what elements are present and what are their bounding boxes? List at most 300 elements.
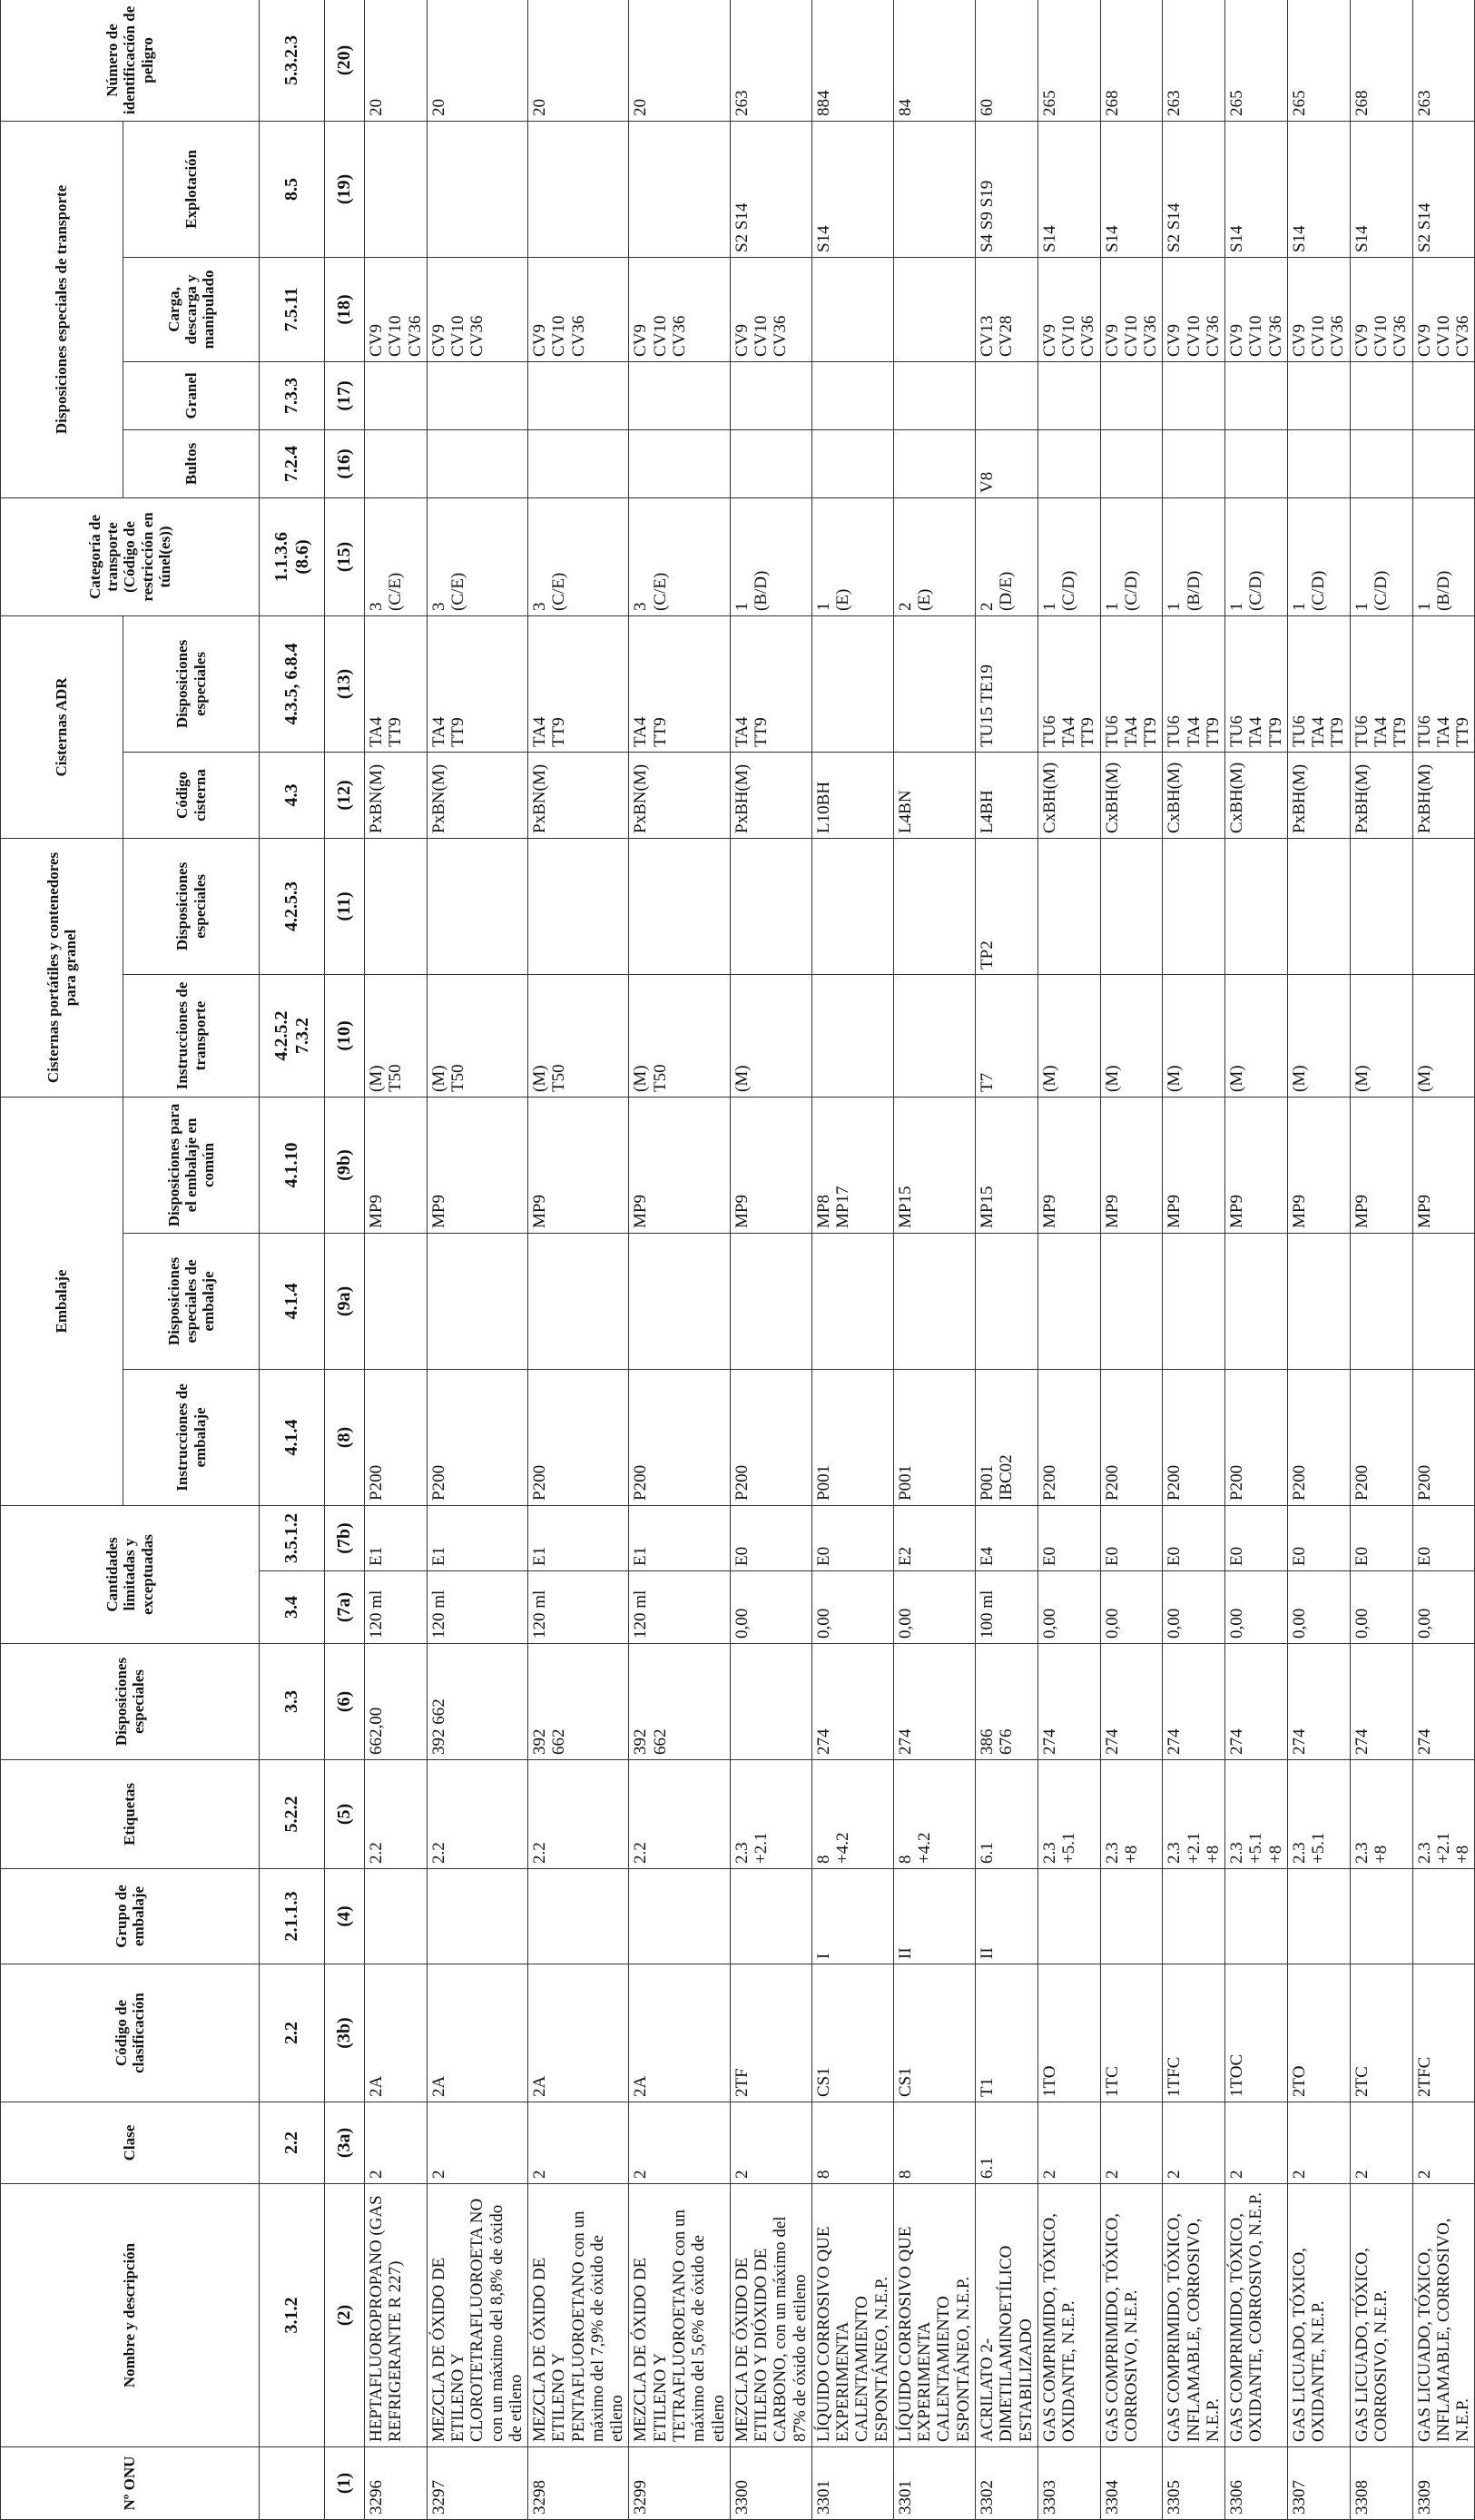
packing-instructions-cell: P001 xyxy=(811,1370,893,1506)
un-no-cell: 3302 xyxy=(975,2447,1037,2520)
classification-code-cell: 1TC xyxy=(1100,1964,1163,2102)
excepted-quantity-cell: E0 xyxy=(811,1506,893,1571)
table-row xyxy=(1100,0,1163,2520)
special-provisions-cell: 392 662 xyxy=(629,1644,730,1760)
operation-cell: S14 xyxy=(811,121,893,257)
class-cell: 2 xyxy=(1225,2102,1288,2184)
bulk-cell xyxy=(1350,361,1412,429)
class-cell: 2 xyxy=(365,2102,428,2184)
classification-code-cell: 2TO xyxy=(1287,1964,1350,2102)
packages-cell xyxy=(1163,429,1225,497)
mixed-packing-cell: MP9 xyxy=(427,1097,527,1233)
class-cell: 2 xyxy=(730,2102,811,2184)
labels-cell: 2.2 xyxy=(629,1760,730,1869)
packing-group-cell xyxy=(1412,1869,1475,1964)
loading-cell: CV9 CV10 CV36 xyxy=(1350,257,1412,361)
classification-code-cell: CS1 xyxy=(811,1964,893,2102)
name-cell: GAS COMPRIMIDO, TÓXICO, OXIDANTE, N.E.P. xyxy=(1037,2184,1100,2447)
hazard-id-cell: 263 xyxy=(1412,0,1475,121)
operation-cell: S14 xyxy=(1287,121,1350,257)
header-packages: Bultos xyxy=(123,429,260,497)
packages-cell xyxy=(1225,429,1288,497)
operation-cell: S14 xyxy=(1225,121,1288,257)
header-operation: Explotación xyxy=(123,121,260,257)
operation-cell: S14 xyxy=(1037,121,1100,257)
header-packing-group: Grupo de embalaje xyxy=(1,1869,260,1964)
special-provisions-cell: 274 xyxy=(1037,1644,1100,1760)
class-cell: 2 xyxy=(1163,2102,1225,2184)
reference-cell: 5.2.2 xyxy=(260,1760,325,1869)
labels-cell: 2.3 +2.1 +8 xyxy=(1163,1760,1225,1869)
transport-category-cell: 1 (C/D) xyxy=(1100,497,1163,615)
name-cell: GAS LICUADO, TÓXICO, CORROSIVO, N.E.P. xyxy=(1350,2184,1412,2447)
table-row xyxy=(730,0,811,2520)
reference-cell: 3.5.1.2 xyxy=(260,1506,325,1571)
packing-instructions-cell: P200 xyxy=(1225,1370,1288,1506)
transport-category-cell: 3 (C/E) xyxy=(427,497,527,615)
name-cell: GAS LICUADO, TÓXICO, INFLAMABLE, CORROSIVO, N.E.P. xyxy=(1412,2184,1475,2447)
transport-category-cell: 3 (C/E) xyxy=(528,497,629,615)
hazard-id-cell: 265 xyxy=(1225,0,1288,121)
special-packing-cell xyxy=(528,1234,629,1370)
tank-provisions-cell xyxy=(893,615,975,752)
table-row xyxy=(975,0,1037,2520)
hazard-id-cell: 263 xyxy=(1163,0,1225,121)
hazard-id-cell: 20 xyxy=(427,0,527,121)
packing-instructions-cell: P200 xyxy=(528,1370,629,1506)
tank-code-cell: L4BN xyxy=(893,752,975,838)
mixed-packing-cell: MP9 xyxy=(1225,1097,1288,1233)
reference-cell: 4.3 xyxy=(260,752,325,838)
loading-cell: CV9 CV10 CV36 xyxy=(730,257,811,361)
labels-cell: 2.3 +8 xyxy=(1350,1760,1412,1869)
transport-category-cell: 3 (C/E) xyxy=(629,497,730,615)
header-name: Nombre y descripción xyxy=(1,2184,260,2447)
limited-quantity-cell: 0,00 xyxy=(1350,1571,1412,1644)
special-packing-cell xyxy=(1350,1234,1412,1370)
excepted-quantity-cell: E1 xyxy=(629,1506,730,1571)
packing-instructions-cell: P200 xyxy=(365,1370,428,1506)
header-hazard-id: Número de identificación de peligro xyxy=(1,0,260,121)
hazard-id-cell: 265 xyxy=(1287,0,1350,121)
name-cell: LÍQUIDO CORROSIVO QUE EXPERIMENTA CALENTAMIENTO ESPONTÁNEO, N.E.P. xyxy=(893,2184,975,2447)
packing-group-cell: II xyxy=(893,1869,975,1964)
transport-category-cell: 2 (E) xyxy=(893,497,975,615)
table-row xyxy=(893,0,975,2520)
table-row xyxy=(1037,0,1100,2520)
class-cell: 2 xyxy=(1412,2102,1475,2184)
loading-cell: CV9 CV10 CV36 xyxy=(629,257,730,361)
labels-cell: 2.3 +5.1 +8 xyxy=(1225,1760,1288,1869)
portable-tank-provisions-cell xyxy=(1225,838,1288,974)
un-no-cell: 3307 xyxy=(1287,2447,1350,2520)
un-no-cell: 3304 xyxy=(1100,2447,1163,2520)
special-provisions-cell: 392 662 xyxy=(427,1644,527,1760)
packing-instructions-cell: P001 IBC02 xyxy=(975,1370,1037,1506)
limited-quantity-cell: 0,00 xyxy=(1163,1571,1225,1644)
packages-cell: V8 xyxy=(975,429,1037,497)
column-number-cell: (10) xyxy=(325,974,365,1097)
transport-category-cell: 2 (D/E) xyxy=(975,497,1037,615)
classification-code-cell: 2TC xyxy=(1350,1964,1412,2102)
portable-tank-instructions-cell: (M) xyxy=(1412,974,1475,1097)
name-cell: GAS LICUADO, TÓXICO, OXIDANTE, N.E.P. xyxy=(1287,2184,1350,2447)
special-provisions-cell: 274 xyxy=(1163,1644,1225,1760)
hazard-id-cell: 20 xyxy=(365,0,428,121)
special-provisions-cell xyxy=(730,1644,811,1760)
un-no-cell: 3299 xyxy=(629,2447,730,2520)
class-cell: 8 xyxy=(811,2102,893,2184)
table-row xyxy=(811,0,893,2520)
column-number-cell: (13) xyxy=(325,615,365,752)
portable-tank-provisions-cell xyxy=(893,838,975,974)
column-number-cell: (7b) xyxy=(325,1506,365,1571)
packing-instructions-cell: P200 xyxy=(427,1370,527,1506)
transport-category-cell: 1 (B/D) xyxy=(730,497,811,615)
table-row xyxy=(1163,0,1225,2520)
limited-quantity-cell: 0,00 xyxy=(811,1571,893,1644)
tank-provisions-cell: TA4 TT9 xyxy=(629,615,730,752)
packing-group-cell xyxy=(528,1869,629,1964)
class-cell: 2 xyxy=(629,2102,730,2184)
operation-cell: S14 xyxy=(1100,121,1163,257)
header-packing-instructions: Instrucciones de embalaje xyxy=(123,1370,260,1506)
packing-group-cell xyxy=(730,1869,811,1964)
tank-provisions-cell: TU6 TA4 TT9 xyxy=(1350,615,1412,752)
special-provisions-cell: 662,00 xyxy=(365,1644,428,1760)
header-class: Clase xyxy=(1,2102,260,2184)
tank-provisions-cell: TU6 TA4 TT9 xyxy=(1412,615,1475,752)
hazard-id-cell: 84 xyxy=(893,0,975,121)
header-pt-special-provisions: Disposiciones especiales xyxy=(123,838,260,974)
portable-tank-instructions-cell: (M) xyxy=(1163,974,1225,1097)
un-no-cell: 3300 xyxy=(730,2447,811,2520)
tank-code-cell: CxBH(M) xyxy=(1037,752,1100,838)
header-bulk: Granel xyxy=(123,361,260,429)
bulk-cell xyxy=(1287,361,1350,429)
column-number-cell: (7a) xyxy=(325,1571,365,1644)
mixed-packing-cell: MP9 xyxy=(1037,1097,1100,1233)
tank-code-cell: PxBH(M) xyxy=(1350,752,1412,838)
labels-cell: 2.3 +5.1 xyxy=(1037,1760,1100,1869)
operation-cell: S2 S14 xyxy=(1163,121,1225,257)
hazard-id-cell: 884 xyxy=(811,0,893,121)
tank-provisions-cell: TA4 TT9 xyxy=(365,615,428,752)
packages-cell xyxy=(1100,429,1163,497)
bulk-cell xyxy=(975,361,1037,429)
bulk-cell xyxy=(427,361,527,429)
excepted-quantity-cell: E1 xyxy=(427,1506,527,1571)
special-packing-cell xyxy=(730,1234,811,1370)
classification-code-cell: 1TO xyxy=(1037,1964,1100,2102)
header-mixed-packing-provisions: Disposiciones para el embalaje en común xyxy=(123,1097,260,1233)
class-cell: 2 xyxy=(1287,2102,1350,2184)
packages-cell xyxy=(1287,429,1350,497)
column-number-cell: (1) xyxy=(325,2447,365,2520)
special-packing-cell xyxy=(1037,1234,1100,1370)
reference-cell: 7.2.4 xyxy=(260,429,325,497)
classification-code-cell: T1 xyxy=(975,1964,1037,2102)
packing-instructions-cell: P200 xyxy=(1350,1370,1412,1506)
special-packing-cell xyxy=(365,1234,428,1370)
classification-code-cell: 1TOC xyxy=(1225,1964,1288,2102)
header-limited-excepted: Cantidades limitadas y exceptuadas xyxy=(1,1506,260,1644)
limited-quantity-cell: 120 ml xyxy=(629,1571,730,1644)
portable-tank-provisions-cell xyxy=(1100,838,1163,974)
excepted-quantity-cell: E1 xyxy=(528,1506,629,1571)
column-number-cell: (3a) xyxy=(325,2102,365,2184)
reference-cell: 2.2 xyxy=(260,2102,325,2184)
name-cell: LÍQUIDO CORROSIVO QUE EXPERIMENTA CALENTAMIENTO ESPONTÁNEO, N.E.P. xyxy=(811,2184,893,2447)
mixed-packing-cell: MP9 xyxy=(528,1097,629,1233)
special-provisions-cell: 274 xyxy=(1412,1644,1475,1760)
special-packing-cell xyxy=(811,1234,893,1370)
portable-tank-instructions-cell xyxy=(811,974,893,1097)
operation-cell: S2 S14 xyxy=(1412,121,1475,257)
packing-group-cell xyxy=(1350,1869,1412,1964)
portable-tank-instructions-cell: (M) T50 xyxy=(629,974,730,1097)
packages-cell xyxy=(811,429,893,497)
classification-code-cell: 2A xyxy=(427,1964,527,2102)
reference-cell: 3.4 xyxy=(260,1571,325,1644)
labels-cell: 2.2 xyxy=(528,1760,629,1869)
hazard-id-cell: 60 xyxy=(975,0,1037,121)
packing-group-cell xyxy=(1100,1869,1163,1964)
limited-quantity-cell: 120 ml xyxy=(427,1571,527,1644)
name-cell: GAS COMPRIMIDO, TÓXICO, INFLAMABLE, CORROSIVO, N.E.P. xyxy=(1163,2184,1225,2447)
limited-quantity-cell: 0,00 xyxy=(1037,1571,1100,1644)
special-packing-cell xyxy=(1100,1234,1163,1370)
labels-cell: 2.3 +5.1 xyxy=(1287,1760,1350,1869)
packing-instructions-cell: P200 xyxy=(1037,1370,1100,1506)
packing-instructions-cell: P200 xyxy=(1412,1370,1475,1506)
special-provisions-cell: 274 xyxy=(811,1644,893,1760)
reference-cell: 4.2.5.3 xyxy=(260,838,325,974)
loading-cell: CV9 CV10 CV36 xyxy=(427,257,527,361)
portable-tank-provisions-cell xyxy=(1287,838,1350,974)
reference-cell: 5.3.2.3 xyxy=(260,0,325,121)
packing-instructions-cell: P200 xyxy=(629,1370,730,1506)
header-classification-code: Código de clasificación xyxy=(1,1964,260,2102)
loading-cell: CV9 CV10 CV36 xyxy=(1287,257,1350,361)
column-number-cell: (19) xyxy=(325,121,365,257)
header-special-transport-provisions: Disposiciones especiales de transporte xyxy=(1,121,123,497)
tank-code-cell: PxBN(M) xyxy=(528,752,629,838)
reference-row xyxy=(260,0,325,2520)
transport-category-cell: 1 (C/D) xyxy=(1037,497,1100,615)
labels-cell: 6.1 xyxy=(975,1760,1037,1869)
mixed-packing-cell: MP8 MP17 xyxy=(811,1097,893,1233)
column-number-cell: (3b) xyxy=(325,1964,365,2102)
packages-cell xyxy=(1412,429,1475,497)
special-packing-cell xyxy=(1412,1234,1475,1370)
reference-cell: 4.1.10 xyxy=(260,1097,325,1233)
operation-cell: S4 S9 S19 xyxy=(975,121,1037,257)
packing-group-cell: I xyxy=(811,1869,893,1964)
header-tank-code: Código cisterna xyxy=(123,752,260,838)
loading-cell: CV9 CV10 CV36 xyxy=(365,257,428,361)
transport-category-cell: 1 (B/D) xyxy=(1163,497,1225,615)
transport-category-cell: 1 (C/D) xyxy=(1225,497,1288,615)
packages-cell xyxy=(528,429,629,497)
labels-cell: 8 +4.2 xyxy=(893,1760,975,1869)
portable-tank-provisions-cell xyxy=(1163,838,1225,974)
bulk-cell xyxy=(730,361,811,429)
tank-code-cell: PxBN(M) xyxy=(365,752,428,838)
special-packing-cell xyxy=(1287,1234,1350,1370)
packing-group-cell xyxy=(1037,1869,1100,1964)
column-number-cell: (4) xyxy=(325,1869,365,1964)
hazard-id-cell: 268 xyxy=(1100,0,1163,121)
classification-code-cell: 2A xyxy=(528,1964,629,2102)
tank-code-cell: CxBH(M) xyxy=(1163,752,1225,838)
excepted-quantity-cell: E0 xyxy=(1100,1506,1163,1571)
column-number-cell: (15) xyxy=(325,497,365,615)
bulk-cell xyxy=(1163,361,1225,429)
mixed-packing-cell: MP9 xyxy=(730,1097,811,1233)
loading-cell: CV9 CV10 CV36 xyxy=(1163,257,1225,361)
excepted-quantity-cell: E0 xyxy=(1225,1506,1288,1571)
column-number-cell: (9b) xyxy=(325,1097,365,1233)
portable-tank-provisions-cell xyxy=(528,838,629,974)
tank-code-cell: L10BH xyxy=(811,752,893,838)
mixed-packing-cell: MP9 xyxy=(1350,1097,1412,1233)
name-cell: MEZCLA DE ÓXIDO DE ETILENO Y PENTAFLUOROETANO con un máximo del 7,9% de óxido de etileno xyxy=(528,2184,629,2447)
packing-group-cell xyxy=(1287,1869,1350,1964)
transport-category-cell: 3 (C/E) xyxy=(365,497,428,615)
mixed-packing-cell: MP9 xyxy=(1412,1097,1475,1233)
column-number-cell: (20) xyxy=(325,0,365,121)
tank-provisions-cell xyxy=(811,615,893,752)
portable-tank-instructions-cell: (M) xyxy=(1287,974,1350,1097)
limited-quantity-cell: 0,00 xyxy=(730,1571,811,1644)
table-row xyxy=(1225,0,1288,2520)
un-no-cell: 3296 xyxy=(365,2447,428,2520)
header-tank-special-provisions: Disposiciones especiales xyxy=(123,615,260,752)
class-cell: 2 xyxy=(528,2102,629,2184)
packing-instructions-cell: P200 xyxy=(1287,1370,1350,1506)
mixed-packing-cell: MP9 xyxy=(1287,1097,1350,1233)
reference-cell: 4.3.5, 6.8.4 xyxy=(260,615,325,752)
limited-quantity-cell: 0,00 xyxy=(1225,1571,1288,1644)
header-adr-tanks: Cisternas ADR xyxy=(1,615,123,838)
column-number-cell: (9a) xyxy=(325,1234,365,1370)
tank-provisions-cell: TA4 TT9 xyxy=(427,615,527,752)
hazard-id-cell: 263 xyxy=(730,0,811,121)
labels-cell: 2.2 xyxy=(365,1760,428,1869)
labels-cell: 2.3 +2.1 +8 xyxy=(1412,1760,1475,1869)
class-cell: 8 xyxy=(893,2102,975,2184)
tank-provisions-cell: TU15 TE19 xyxy=(975,615,1037,752)
un-no-cell: 3303 xyxy=(1037,2447,1100,2520)
table-body xyxy=(365,0,1475,2520)
column-number-cell: (11) xyxy=(325,838,365,974)
special-packing-cell xyxy=(1163,1234,1225,1370)
tank-code-cell: CxBH(M) xyxy=(1225,752,1288,838)
reference-cell: 7.3.3 xyxy=(260,361,325,429)
tank-provisions-cell: TU6 TA4 TT9 xyxy=(1163,615,1225,752)
portable-tank-instructions-cell: (M) T50 xyxy=(528,974,629,1097)
header-transport-category: Categoría de transporte (Código de restricción en túnel(es)) xyxy=(1,497,260,615)
class-cell: 6.1 xyxy=(975,2102,1037,2184)
transport-category-cell: 1 (E) xyxy=(811,497,893,615)
hazard-id-cell: 20 xyxy=(528,0,629,121)
name-cell: ACRILATO 2-DIMETILAMINOETÍLICO ESTABILIZADO xyxy=(975,2184,1037,2447)
column-number-cell: (8) xyxy=(325,1370,365,1506)
packages-cell xyxy=(730,429,811,497)
column-number-cell: (6) xyxy=(325,1644,365,1760)
labels-cell: 2.2 xyxy=(427,1760,527,1869)
portable-tank-instructions-cell xyxy=(893,974,975,1097)
reference-cell: 1.1.3.6 (8.6) xyxy=(260,497,325,615)
special-packing-cell xyxy=(1225,1234,1288,1370)
loading-cell xyxy=(893,257,975,361)
mixed-packing-cell: MP9 xyxy=(1163,1097,1225,1233)
special-provisions-cell: 274 xyxy=(1100,1644,1163,1760)
tank-provisions-cell: TU6 TA4 TT9 xyxy=(1225,615,1288,752)
limited-quantity-cell: 100 ml xyxy=(975,1571,1037,1644)
table-row xyxy=(629,0,730,2520)
class-cell: 2 xyxy=(1350,2102,1412,2184)
portable-tank-instructions-cell: (M) xyxy=(1225,974,1288,1097)
loading-cell: CV9 CV10 CV36 xyxy=(1037,257,1100,361)
limited-quantity-cell: 0,00 xyxy=(1100,1571,1163,1644)
name-cell: GAS COMPRIMIDO, TÓXICO, CORROSIVO, N.E.P. xyxy=(1100,2184,1163,2447)
name-cell: MEZCLA DE ÓXIDO DE ETILENO Y TETRAFLUOROETANO con un máximo del 5,6% de óxido de etileno xyxy=(629,2184,730,2447)
bulk-cell xyxy=(893,361,975,429)
column-number-cell: (16) xyxy=(325,429,365,497)
special-packing-cell xyxy=(975,1234,1037,1370)
special-provisions-cell: 274 xyxy=(1350,1644,1412,1760)
portable-tank-provisions-cell xyxy=(629,838,730,974)
reference-cell: 4.1.4 xyxy=(260,1234,325,1370)
name-cell: MEZCLA DE ÓXIDO DE ETILENO Y DIÓXIDO DE CARBONO, con un máximo del 87% de óxido de etileno xyxy=(730,2184,811,2447)
mixed-packing-cell: MP15 xyxy=(893,1097,975,1233)
reference-cell: 2.1.1.3 xyxy=(260,1869,325,1964)
packing-group-cell xyxy=(629,1869,730,1964)
column-number-cell: (2) xyxy=(325,2184,365,2447)
excepted-quantity-cell: E0 xyxy=(1287,1506,1350,1571)
transport-category-cell: 1 (C/D) xyxy=(1287,497,1350,615)
portable-tank-provisions-cell xyxy=(1037,838,1100,974)
packages-cell xyxy=(893,429,975,497)
tank-code-cell: PxBN(M) xyxy=(427,752,527,838)
column-number-row xyxy=(325,0,365,2520)
portable-tank-provisions-cell: TP2 xyxy=(975,838,1037,974)
loading-cell: CV9 CV10 CV36 xyxy=(1225,257,1288,361)
limited-quantity-cell: 0,00 xyxy=(893,1571,975,1644)
tank-code-cell: PxBN(M) xyxy=(629,752,730,838)
mixed-packing-cell: MP9 xyxy=(365,1097,428,1233)
labels-cell: 2.3 +2.1 xyxy=(730,1760,811,1869)
tank-code-cell: PxBH(M) xyxy=(1412,752,1475,838)
column-number-cell: (5) xyxy=(325,1760,365,1869)
tank-code-cell: PxBH(M) xyxy=(1287,752,1350,838)
table-row xyxy=(528,0,629,2520)
header-special-provisions: Disposiciones especiales xyxy=(1,1644,260,1760)
limited-quantity-cell: 0,00 xyxy=(1412,1571,1475,1644)
portable-tank-provisions-cell xyxy=(427,838,527,974)
excepted-quantity-cell: E0 xyxy=(730,1506,811,1571)
bulk-cell xyxy=(1412,361,1475,429)
class-cell: 2 xyxy=(1100,2102,1163,2184)
portable-tank-instructions-cell: (M) xyxy=(1350,974,1412,1097)
un-no-cell: 3306 xyxy=(1225,2447,1288,2520)
reference-cell: 4.1.4 xyxy=(260,1370,325,1506)
packing-instructions-cell: P200 xyxy=(1163,1370,1225,1506)
column-number-cell: (12) xyxy=(325,752,365,838)
bulk-cell xyxy=(1037,361,1100,429)
